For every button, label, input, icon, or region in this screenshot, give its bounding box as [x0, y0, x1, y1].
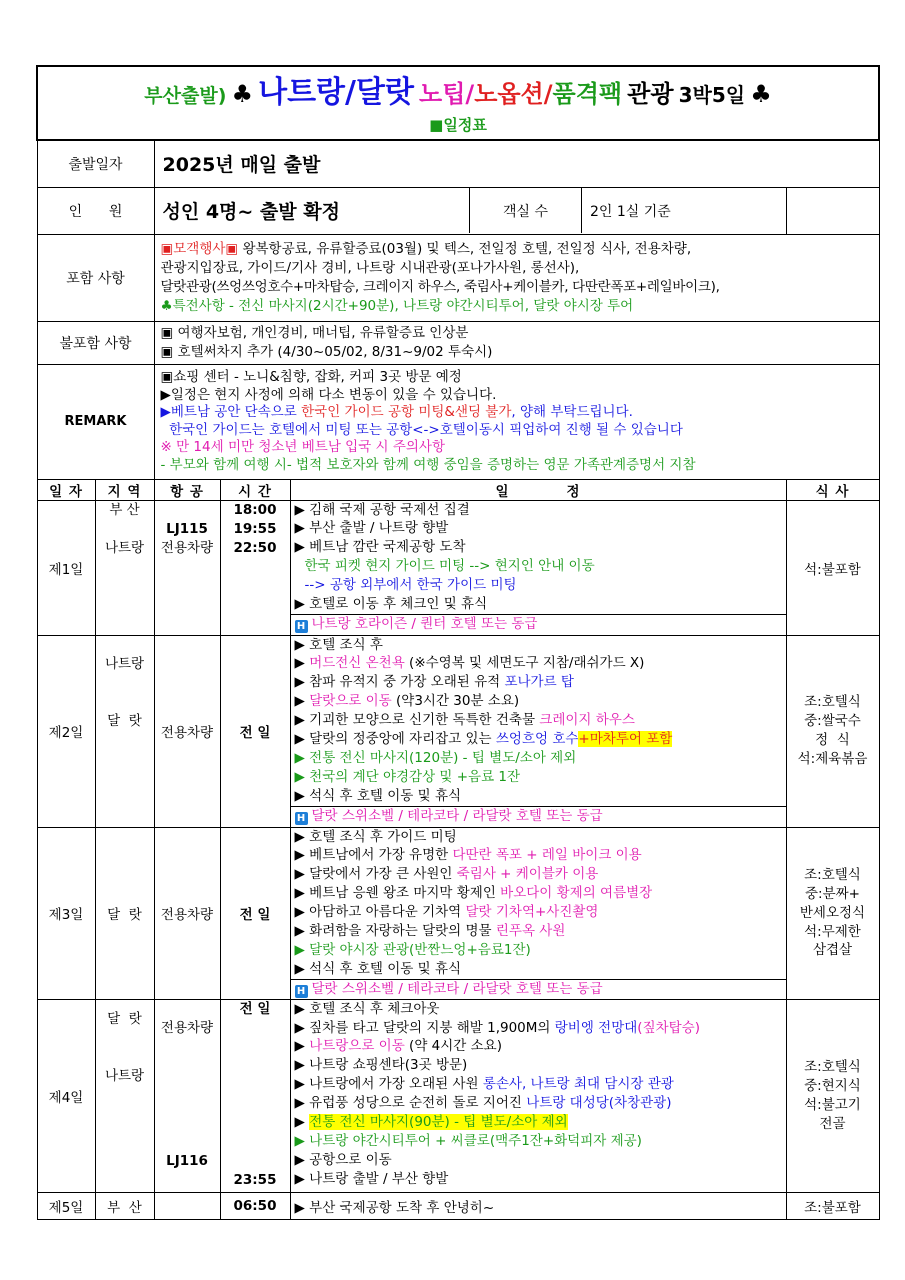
- plan-highlight: 죽림사 + 케이블카 이용: [456, 866, 599, 883]
- day-plan: [290, 500, 786, 635]
- day-time: [220, 999, 290, 1192]
- plan-item: [295, 884, 782, 903]
- day-time: 전 일: [220, 635, 290, 827]
- plan-item: ▶ 김해 국제 공항 국제선 집결: [294, 501, 470, 518]
- plan-item: ▶ 호텔 조식 후 가이드 미팅: [294, 828, 457, 845]
- meal-item: 삼겹살: [812, 942, 853, 959]
- include-label: 포함 사항: [37, 234, 154, 321]
- hotel-icon: H: [295, 812, 308, 825]
- plan-text: (※수영복 및 세면도구 지참/래쉬가드 X): [404, 655, 645, 672]
- plan-item: [295, 1075, 782, 1094]
- plan-text: ▶: [294, 693, 310, 710]
- title-block: [37, 66, 879, 140]
- plan-highlight: +마차투어 포함: [578, 731, 673, 748]
- plan-highlight: 머드전신 온천욕: [309, 655, 405, 672]
- plan-item: [295, 1019, 782, 1038]
- plan-item: ▶ 호텔 조식 후 체크아웃: [294, 1000, 440, 1017]
- day-row: [37, 999, 879, 1192]
- plan-text: ▶ 달랏의 정중앙에 자리잡고 있는: [294, 731, 496, 748]
- plan-item: [295, 673, 782, 692]
- remark-warning: 한국인 가이드 공항 미팅&샌딩 불가: [301, 404, 512, 420]
- meal-item: 정 식: [815, 732, 850, 748]
- time-value: 전 일: [239, 1000, 271, 1017]
- title-no-tip: 노팁: [419, 79, 466, 108]
- meal-item: 조:호텔식: [804, 866, 861, 883]
- time-value: 22:50: [233, 539, 277, 556]
- meal-item: 조:호텔식: [804, 694, 861, 711]
- plan-item: ▶ 전통 전신 마사지(120분) - 팁 별도/소아 제외: [294, 749, 577, 766]
- plan-highlight: 다딴란 폭포 + 레일 바이크 이용: [452, 847, 642, 864]
- plan-highlight: 린푸옥 사원: [495, 923, 566, 940]
- exclude-line: ▣ 호텔써차지 추가 (4/30~05/02, 8/31~9/02 투숙시): [160, 343, 493, 360]
- vehicle: 전용차량: [160, 1019, 214, 1036]
- hotel-icon: H: [295, 620, 308, 633]
- title-premium: 품격팩: [552, 79, 623, 108]
- hotel-name: 달랏 스위소벨 / 테라코타 / 라달랏 호텔 또는 동급: [311, 807, 603, 824]
- include-tag: ▣모객행사▣: [160, 240, 239, 257]
- plan-item: ▶ 나트랑 야간시티투어 + 씨클로(맥주1잔+화덕피자 제공): [294, 1133, 642, 1149]
- day-label: 제4일: [37, 999, 95, 1192]
- meal-item: 반세오정식: [799, 904, 866, 921]
- plan-text: ▶ 짚차를 타고 달랏의 지붕 해발 1,900M의: [294, 1019, 555, 1036]
- region-name: 나트랑: [104, 655, 145, 672]
- plan-item: ▶ 달랏 야시장 관광(반짠느엉+음료1잔): [294, 941, 531, 958]
- day-time: 06:50: [220, 1192, 290, 1219]
- plan-item: [295, 922, 782, 941]
- plan-text: ▶ 아담하고 아름다운 기차역: [294, 904, 466, 921]
- title-prefix: 부산출발): [144, 84, 227, 107]
- hotel-line: [291, 806, 786, 826]
- club-icon: ♣: [750, 79, 772, 108]
- plan-item: ▶ 천국의 계단 야경감상 및 +음료 1잔: [294, 768, 521, 785]
- region-name: 달 랏: [107, 1010, 142, 1027]
- day-flight: 전용차량: [154, 635, 220, 827]
- plan-item: ▶ 나트랑 쇼핑센타(3곳 방문): [294, 1057, 468, 1074]
- title-slash: /: [465, 79, 475, 108]
- plan-item: ▶ 나트랑 출발 / 부산 향발: [294, 1170, 449, 1187]
- day-meal: [786, 635, 879, 827]
- plan-item: ▶ 호텔 조식 후: [294, 636, 383, 653]
- plan-item: ▶ 공항으로 이동: [294, 1151, 392, 1168]
- plan-item: [295, 1094, 782, 1113]
- plan-item: ▶ 호텔로 이동 후 체크인 및 휴식: [294, 596, 488, 613]
- day-region: [95, 999, 154, 1192]
- plan-item: [295, 730, 782, 749]
- plan-text: ▶ 기괴한 모양으로 신기한 독특한 건축물: [294, 712, 540, 729]
- plan-highlight: 쓰엉흐엉 호수: [495, 731, 579, 748]
- plan-item: ▶ 베트남 깜란 국제공항 도착: [294, 539, 466, 556]
- meal-item: 전골: [819, 1115, 846, 1132]
- day-label: 제5일: [37, 1192, 95, 1219]
- remark-line: ※ 만 14세 미만 청소년 베트남 입국 시 주의사항: [160, 439, 446, 455]
- plan-highlight: 랑비엥 전망대: [554, 1019, 638, 1036]
- remark-line: ▶일정은 현지 사정에 의해 다소 변동이 있을 수 있습니다.: [160, 386, 497, 403]
- plan-highlight: 나트랑 대성당(차창관광): [526, 1095, 672, 1112]
- plan-text: (약 4시간 소요): [404, 1038, 502, 1055]
- time-value: 19:55: [233, 520, 277, 537]
- day-plan: ▶ 부산 국제공항 도착 후 안녕히~: [290, 1192, 786, 1219]
- club-icon: ♣: [231, 79, 253, 108]
- people-rooms-cell: [154, 187, 786, 234]
- region-name: 부 산: [109, 501, 140, 518]
- hotel-line: [291, 614, 786, 634]
- meal-item: 중:분짜+: [805, 885, 860, 902]
- time-value: 23:55: [233, 1171, 277, 1188]
- meal-item: 석:불고기: [804, 1096, 861, 1113]
- flight-code: LJ115: [166, 520, 208, 537]
- day-meal: 석:불포함: [786, 500, 879, 635]
- region-name: 달 랏: [107, 712, 142, 729]
- plan-highlight: 전통 전신 마사지(90분) - 팁 별도/소아 제외: [309, 1114, 568, 1131]
- plan-highlight: 달랏으로 이동: [309, 693, 392, 710]
- day-region: [95, 500, 154, 635]
- rooms-value-spacer: [786, 187, 879, 234]
- exclude-line: ▣ 여행자보험, 개인경비, 매너팁, 유류할증료 인상분: [160, 324, 469, 341]
- itinerary-page: [36, 65, 878, 1220]
- day-region: 달 랏: [95, 827, 154, 999]
- rooms-label: 객실 수: [470, 188, 582, 233]
- plan-text: ▶ 달랏에서 가장 큰 사원인: [294, 866, 457, 883]
- include-line: 관광지입장료, 가이드/기사 경비, 나트랑 시내관광(포나가사원, 롱선사),: [160, 259, 580, 276]
- plan-highlight: 바오다이 황제의 여름별장: [500, 885, 653, 902]
- col-header-region: 지 역: [95, 479, 154, 500]
- plan-item: ▶ 석식 후 호텔 이동 및 휴식: [294, 960, 462, 977]
- remark-content: [154, 364, 879, 479]
- include-line: 달랏관광(쓰엉쓰엉호수+마차탑승, 크레이지 하우스, 죽림사+케이블카, 다딴란폭포+레일바이크),: [160, 278, 720, 295]
- day-meal: [786, 827, 879, 999]
- day-plan: [290, 635, 786, 827]
- day-label: 제1일: [37, 500, 95, 635]
- day-flight: 전용차량: [154, 827, 220, 999]
- hotel-name: 달랏 스위소벨 / 테라코타 / 라달랏 호텔 또는 동급: [311, 980, 603, 997]
- plan-item: [295, 903, 782, 922]
- plan-item: ▶ 석식 후 호텔 이동 및 휴식: [294, 787, 462, 804]
- plan-text: ▶ 화려함을 자랑하는 달랏의 명물: [294, 923, 496, 940]
- col-header-meal: 식 사: [786, 479, 879, 500]
- plan-item: 한국 피켓 현지 가이드 미팅 --> 현지인 안내 이동: [304, 558, 595, 575]
- subtitle: ■일정표: [429, 115, 487, 134]
- remark-line: ▣쇼핑 센터 - 노니&침향, 잡화, 커피 3곳 방문 예정: [160, 369, 462, 385]
- remark-label: REMARK: [37, 364, 154, 479]
- title-duration: 3박5일: [678, 82, 746, 107]
- flight-code: LJ116: [166, 1152, 208, 1169]
- vehicle: 전용차량: [160, 539, 214, 556]
- col-header-time: 시 간: [220, 479, 290, 500]
- plan-highlight: 나트랑으로 이동: [309, 1038, 405, 1055]
- day-label: 제3일: [37, 827, 95, 999]
- day-region: [95, 635, 154, 827]
- remark-line: 한국인 가이드는 호텔에서 미팅 또는 공항<->호텔이동시 픽업하여 진행 될 수 있습니다: [160, 421, 683, 438]
- plan-item: [295, 654, 782, 673]
- plan-text: ▶: [294, 1038, 310, 1055]
- day-row: [37, 500, 879, 635]
- plan-item: [295, 711, 782, 730]
- col-header-plan: 일 정: [290, 479, 786, 500]
- plan-item: ▶ 부산 출발 / 나트랑 향발: [294, 520, 449, 537]
- day-row: [37, 635, 879, 827]
- people-value: 성인 4명~ 출발 확정: [155, 188, 470, 233]
- plan-text: ▶ 유럽풍 성당으로 순전히 돌로 지어진: [294, 1095, 527, 1112]
- day-meal: [786, 999, 879, 1192]
- plan-item: [295, 692, 782, 711]
- plan-text: ▶ 나트랑에서 가장 오래된 사원: [294, 1076, 483, 1093]
- title-tour: 관광: [627, 79, 674, 108]
- meal-item: 중:쌀국수: [804, 713, 861, 730]
- remark-line: - 부모와 함께 여행 시- 법적 보호자와 함께 여행 중임을 증명하는 영문 가족관계증명서 지참: [160, 456, 696, 473]
- plan-item: [295, 846, 782, 865]
- hotel-name: 나트랑 호라이즌 / 퀀터 호텔 또는 동급: [311, 615, 538, 632]
- day-meal: 조:불포함: [786, 1192, 879, 1219]
- title-no-option: 노옵션: [474, 79, 544, 108]
- depart-label: 출발일자: [37, 140, 154, 187]
- plan-text: ▶: [294, 655, 310, 672]
- plan-highlight: 롱손사, 나트랑 최대 담시장 관광: [482, 1076, 674, 1093]
- day-region: 부 산: [95, 1192, 154, 1219]
- plan-text: ▶ 베트남 응웬 왕조 마지막 황제인: [294, 885, 501, 902]
- plan-text: ▶ 베트남에서 가장 유명한: [294, 847, 453, 864]
- plan-text: ▶: [294, 1114, 310, 1131]
- day-plan: [290, 827, 786, 999]
- plan-highlight: 크레이지 하우스: [539, 712, 635, 729]
- meal-item: 석:무제한: [804, 923, 861, 940]
- hotel-icon: H: [295, 985, 308, 998]
- col-header-flight: 항 공: [154, 479, 220, 500]
- include-line: 왕복항공료, 유류할증료(03월) 및 텍스, 전일정 호텔, 전일정 식사, 전용차량,: [238, 240, 692, 257]
- plan-item: [295, 1037, 782, 1056]
- hotel-line: [291, 979, 786, 999]
- col-header-day: 일 자: [37, 479, 95, 500]
- rooms-value: 2인 1실 기준: [590, 203, 671, 220]
- meal-item: 조:호텔식: [804, 1058, 861, 1075]
- remark-line: , 양해 부탁드립니다.: [511, 404, 633, 420]
- day-row: [37, 1192, 879, 1219]
- meal-item: 석:제육볶음: [797, 750, 868, 767]
- exclude-content: [154, 321, 879, 364]
- remark-line: ▶베트남 공안 단속으로: [160, 404, 302, 420]
- plan-text: ▶ 참파 유적지 중 가장 오래된 유적: [294, 674, 505, 691]
- plan-text: (약3시간 30분 소요): [391, 693, 520, 710]
- day-flight: [154, 999, 220, 1192]
- region-name: 나트랑: [104, 1067, 145, 1084]
- plan-item: --> 공항 외부에서 한국 가이드 미팅: [304, 577, 517, 594]
- plan-highlight: 달랏 기차역+사진촬영: [465, 904, 599, 921]
- day-time: [220, 500, 290, 635]
- day-time: 전 일: [220, 827, 290, 999]
- region-name: 나트랑: [104, 539, 145, 556]
- plan-highlight: (짚차탑승): [637, 1019, 700, 1036]
- plan-item: [295, 865, 782, 884]
- itinerary-table: [36, 65, 880, 1220]
- depart-value: 2025년 매일 출발: [154, 140, 879, 187]
- plan-highlight: 포나가르 탑: [504, 674, 574, 691]
- day-flight: [154, 500, 220, 635]
- plan-item: [295, 1113, 782, 1132]
- include-special: ♣특전사항 - 전신 마사지(2시간+90분), 나트랑 야간시티투어, 달랏 야시장 투어: [160, 297, 634, 314]
- include-content: [154, 234, 879, 321]
- title-destination: 나트랑/달랏: [258, 74, 414, 110]
- day-plan: [290, 999, 786, 1192]
- title-slash: /: [543, 79, 553, 108]
- day-flight: [154, 1192, 220, 1219]
- people-label: 인 원: [37, 187, 154, 234]
- day-row: [37, 827, 879, 999]
- day-label: 제2일: [37, 635, 95, 827]
- meal-item: 중:현지식: [804, 1077, 861, 1094]
- time-value: 18:00: [233, 501, 277, 518]
- exclude-label: 불포함 사항: [37, 321, 154, 364]
